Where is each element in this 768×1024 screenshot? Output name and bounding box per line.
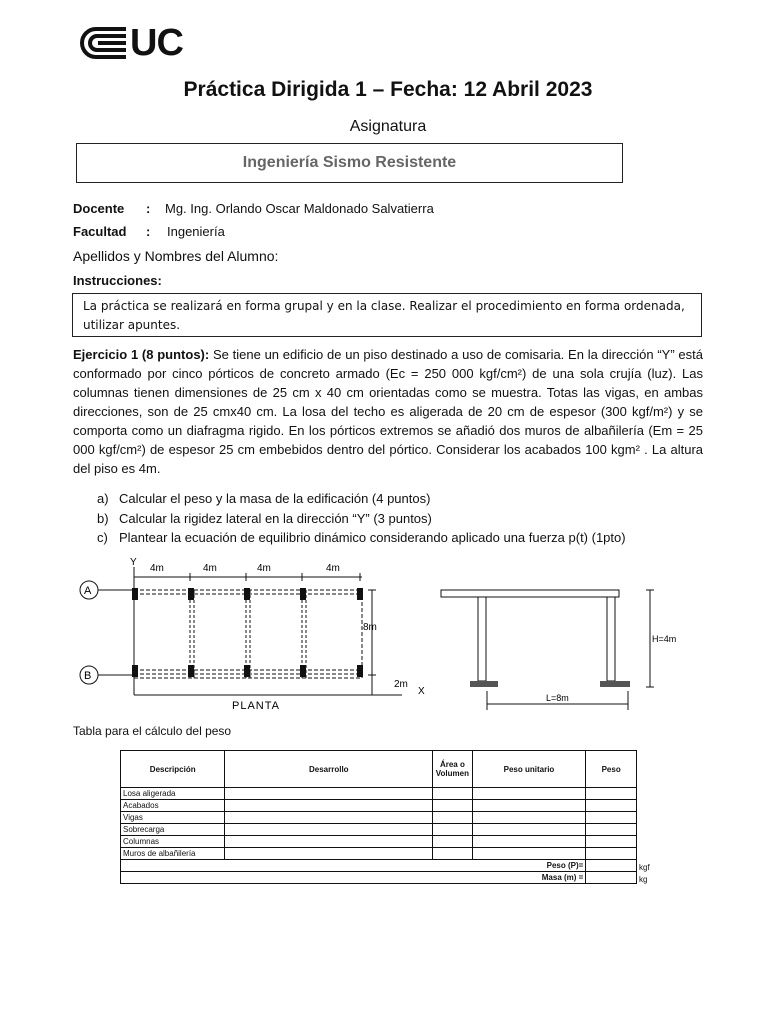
table-caption: Tabla para el cálculo del peso (73, 724, 232, 738)
table-row: Losa aligerada (121, 788, 637, 800)
table-row: Muros de albañilería (121, 848, 637, 860)
subtitle: Asignatura (349, 118, 427, 135)
span-label-2: 4m (203, 563, 217, 574)
docente-value: Mg. Ing. Orlando Oscar Maldonado Salvatierra (165, 201, 434, 216)
col-desarrollo: Desarrollo (225, 751, 433, 788)
table-row: Acabados (121, 800, 637, 812)
peso-row (121, 860, 637, 872)
peso-label: Peso (P)= (121, 860, 586, 872)
elevation-length-label: L=8m (546, 693, 569, 703)
docente-label: Docente (73, 201, 125, 216)
list-item: b) Calcular la rigidez lateral en la dirección “Y” (3 puntos) (97, 510, 432, 526)
facultad-colon: : (146, 224, 151, 239)
elevation-view (441, 590, 676, 710)
instructions-box: La práctica se realizará en forma grupal y en la clase. Realizar el procedimiento en forma ordenada, utilizar apuntes. (72, 293, 702, 337)
span-label-1: 4m (150, 563, 164, 574)
dim-2m: 2m (394, 679, 408, 690)
exercise-heading: Ejercicio 1 (8 puntos): (73, 347, 210, 362)
dim-8m: 8m (363, 622, 377, 633)
table-header-row (121, 751, 637, 788)
logo (78, 26, 128, 60)
span-label-4: 4m (326, 563, 340, 574)
peso-value[interactable] (586, 860, 637, 872)
alumno-label: Apellidos y Nombres del Alumno: (73, 248, 279, 264)
logo-stripes-icon (78, 26, 128, 60)
table-row: Sobrecarga (121, 824, 637, 836)
col-peso: Peso (586, 751, 637, 788)
col-descripcion: Descripción (121, 751, 225, 788)
page-title: Práctica Dirigida 1 – Fecha: 12 Abril 2023 (183, 78, 593, 101)
list-item: a) Calcular el peso y la masa de la edificación (4 puntos) (97, 491, 431, 506)
axis-a-label: A (84, 585, 92, 597)
masa-unit: kg (639, 875, 648, 884)
masa-value[interactable] (586, 872, 637, 884)
plan-axis-x-label: X (418, 686, 425, 697)
masa-label: Masa (m) = (121, 872, 586, 884)
table-row: Columnas (121, 836, 637, 848)
table-row: Vigas (121, 812, 637, 824)
peso-unit: kgf (639, 863, 650, 872)
facultad-value: Ingeniería (167, 224, 225, 239)
plan-axis-y-label: Y (130, 557, 137, 568)
axis-b-label: B (84, 670, 92, 682)
exercise-text (73, 345, 703, 478)
weight-table (120, 750, 637, 884)
logo-text: UC (130, 22, 183, 64)
course-name-box: Ingeniería Sismo Resistente (76, 143, 623, 183)
masa-row (121, 872, 637, 884)
exercise-items (97, 489, 626, 548)
instrucciones-label: Instrucciones: (73, 273, 162, 288)
list-item: c) Plantear la ecuación de equilibrio dinámico considerando aplicado una fuerza p(t) (1pto) (97, 530, 626, 545)
col-peso-unitario: Peso unitario (472, 751, 586, 788)
plan-label: PLANTA (232, 700, 280, 712)
exercise-body: Se tiene un edificio de un piso destinado a uso de comisaria. En la dirección “Y” está conformado por cinco pórticos de concreto armado (Ec = 250 000 kgf/cm²) de una sola crujía (luz). Las columnas tienen dimensiones de 25 cm x 40 cm orientadas como se muestra. Totas las vigas, en ambas direcciones, son de 25 cmx40 cm. La losa del techo es aligerada de 20 cm de espesor (300 kgf/m²) y se comporta como un diafragma rigido. En los pórticos extremos se añadió dos muros de albañilería (Em = 25 000 kgf/cm²) de espesor 25 cm embebidos dentro del pórtico. Considerar los acabados 100 kgm² . La altura del piso es 4m. (73, 347, 703, 476)
facultad-label: Facultad (73, 224, 127, 239)
elevation-height-label: H=4m (652, 634, 677, 644)
span-label-3: 4m (257, 563, 271, 574)
docente-colon: : (146, 201, 151, 216)
structure-figure (72, 555, 688, 715)
plan-view (80, 557, 425, 712)
col-area-volumen: Área o Volumen (433, 751, 472, 788)
